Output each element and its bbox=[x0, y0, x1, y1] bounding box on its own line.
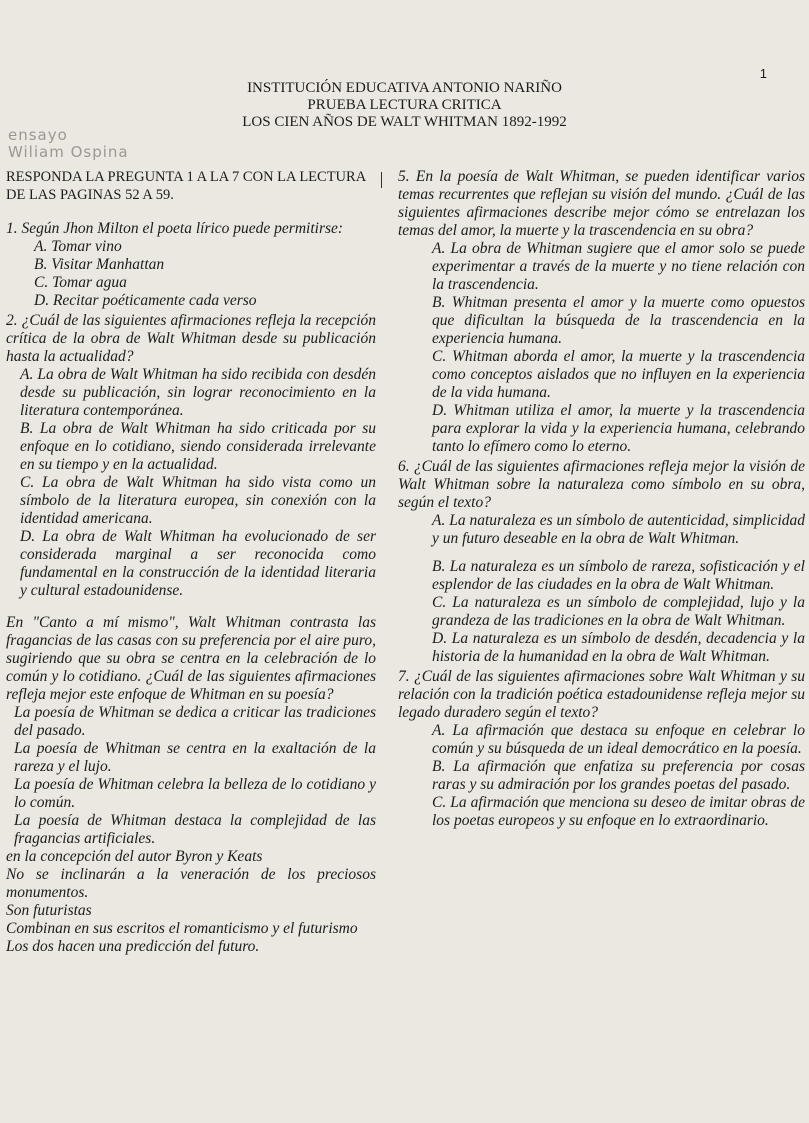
question-6-option: A. La naturaleza es un símbolo de autenticidad, simplicidad y un futuro deseable en la obra de Walt Whitman. bbox=[432, 512, 805, 547]
institution-name: INSTITUCIÓN EDUCATIVA ANTONIO NARIÑO bbox=[247, 80, 562, 96]
question-2-option: C. La obra de Walt Whitman ha sido vista como un símbolo de la literatura europea, sin conexión con la identidad americana. bbox=[20, 474, 376, 527]
question-1-option: D. Recitar poéticamente cada verso bbox=[34, 292, 257, 309]
question-1-stem: 1. Según Jhon Milton el poeta lírico puede permitirse: bbox=[6, 220, 344, 237]
question-2-option: A. La obra de Walt Whitman ha sido recibida con desdén desde su publicación, sin lograr reconocimiento en la literatura contemporánea. bbox=[20, 366, 376, 419]
question-7-option: A. La afirmación que destaca su enfoque en celebrar lo común y su búsqueda de un ideal democrático en la poesía. bbox=[432, 722, 805, 757]
question-1-option: C. Tomar agua bbox=[34, 274, 127, 291]
fragment-text: en la concepción del autor Byron y Keats bbox=[6, 848, 263, 865]
reading-title: LOS CIEN AÑOS DE WALT WHITMAN 1892-1992 bbox=[242, 114, 567, 130]
question-1-option: B. Visitar Manhattan bbox=[34, 256, 165, 273]
question-7-stem: 7. ¿Cuál de las siguientes afirmaciones sobre Walt Whitman y su relación con la tradición poética estadounidense refleja mejor su legado duradero según el texto? bbox=[398, 668, 805, 721]
fragment-text: Los dos hacen una predicción del futuro. bbox=[6, 938, 260, 955]
question-3-stem: En "Canto a mí mismo", Walt Whitman contrasta las fragancias de las casas con su preferencia por el aire puro, sugiriendo que su obra se centra en la celebración de lo común y lo cotidiano. ¿Cuál de las siguientes afirmaciones refleja mejor este enfoque de Whitman en su poesía? bbox=[6, 614, 376, 703]
left-column bbox=[6, 168, 376, 956]
page-number: 1 bbox=[759, 66, 767, 81]
question-3-option: La poesía de Whitman se dedica a criticar las tradiciones del pasado. bbox=[14, 704, 376, 739]
question-1-option: A. Tomar vino bbox=[34, 238, 122, 255]
right-column bbox=[390, 168, 805, 830]
question-2-stem: 2. ¿Cuál de las siguientes afirmaciones refleja la recepción crítica de la obra de Walt Whitman desde su publicación hasta la actualidad? bbox=[6, 312, 376, 365]
question-7-option: C. La afirmación que menciona su deseo de imitar obras de los poetas europeos y su enfoque en lo extraordinario. bbox=[432, 794, 805, 829]
document-header bbox=[0, 80, 809, 131]
question-2-option: D. La obra de Walt Whitman ha evolucionado de ser considerada marginal a ser reconocida como fundamental en la construcción de la identidad literaria y cultural estadounidense. bbox=[20, 528, 376, 599]
handwritten-name: Wiliam Ospina bbox=[8, 143, 129, 161]
question-3-option: La poesía de Whitman se centra en la exaltación de la rareza y el lujo. bbox=[14, 740, 376, 775]
question-5-option: A. La obra de Whitman sugiere que el amor solo se puede experimentar a través de la muerte y no tiene relación con la trascendencia. bbox=[432, 240, 805, 293]
question-3-option: La poesía de Whitman destaca la complejidad de las fragancias artificiales. bbox=[14, 812, 376, 847]
instructions: RESPONDA LA PREGUNTA 1 A LA 7 CON LA LECTURA DE LAS PAGINAS 52 A 59. bbox=[6, 169, 366, 203]
question-3-option: La poesía de Whitman celebra la belleza de lo cotidiano y lo común. bbox=[14, 776, 376, 811]
column-divider bbox=[381, 172, 382, 188]
question-5-option: C. Whitman aborda el amor, la muerte y la trascendencia como conceptos aislados que no influyen en la experiencia de la vida humana. bbox=[432, 348, 805, 401]
question-6-option: D. La naturaleza es un símbolo de desdén, decadencia y la historia de la humanidad en la obra de Walt Whitman. bbox=[432, 630, 805, 665]
question-5-stem: 5. En la poesía de Walt Whitman, se pueden identificar varios temas recurrentes que reflejan su visión del mundo. ¿Cuál de las siguientes afirmaciones describe mejor cómo se entrelazan los temas del amor, la muerte y la trascendencia en su obra? bbox=[398, 168, 805, 239]
fragment-text: Son futuristas bbox=[6, 902, 92, 919]
question-7-option: B. La afirmación que enfatiza su preferencia por cosas raras y su admiración por los grandes poetas del pasado. bbox=[432, 758, 805, 793]
handwritten-note: ensayo bbox=[8, 126, 68, 144]
question-2-option: B. La obra de Walt Whitman ha sido criticada por su enfoque en lo cotidiano, siendo considerada irrelevante en su tiempo y en la actualidad. bbox=[20, 420, 376, 473]
question-6-stem: 6. ¿Cuál de las siguientes afirmaciones refleja mejor la visión de Walt Whitman sobre la naturaleza como símbolo en su obra, según el texto? bbox=[398, 458, 805, 511]
question-5-option: D. Whitman utiliza el amor, la muerte y la trascendencia para explorar la vida y la experiencia humana, celebrando tanto lo efímero como lo eterno. bbox=[432, 402, 805, 455]
fragment-text: Combinan en sus escritos el romanticismo y el futurismo bbox=[6, 920, 358, 937]
question-6-option: C. La naturaleza es un símbolo de complejidad, lujo y la grandeza de las tradiciones en la obra de Walt Whitman. bbox=[432, 594, 805, 629]
fragment-text: No se inclinarán a la veneración de los preciosos monumentos. bbox=[6, 866, 376, 901]
question-5-option: B. Whitman presenta el amor y la muerte como opuestos que dificultan la búsqueda de la trascendencia en la experiencia humana. bbox=[432, 294, 805, 347]
test-name: PRUEBA LECTURA CRITICA bbox=[307, 97, 502, 113]
question-6-option: B. La naturaleza es un símbolo de rareza, sofisticación y el esplendor de las ciudades en la obra de Walt Whitman. bbox=[432, 558, 805, 593]
